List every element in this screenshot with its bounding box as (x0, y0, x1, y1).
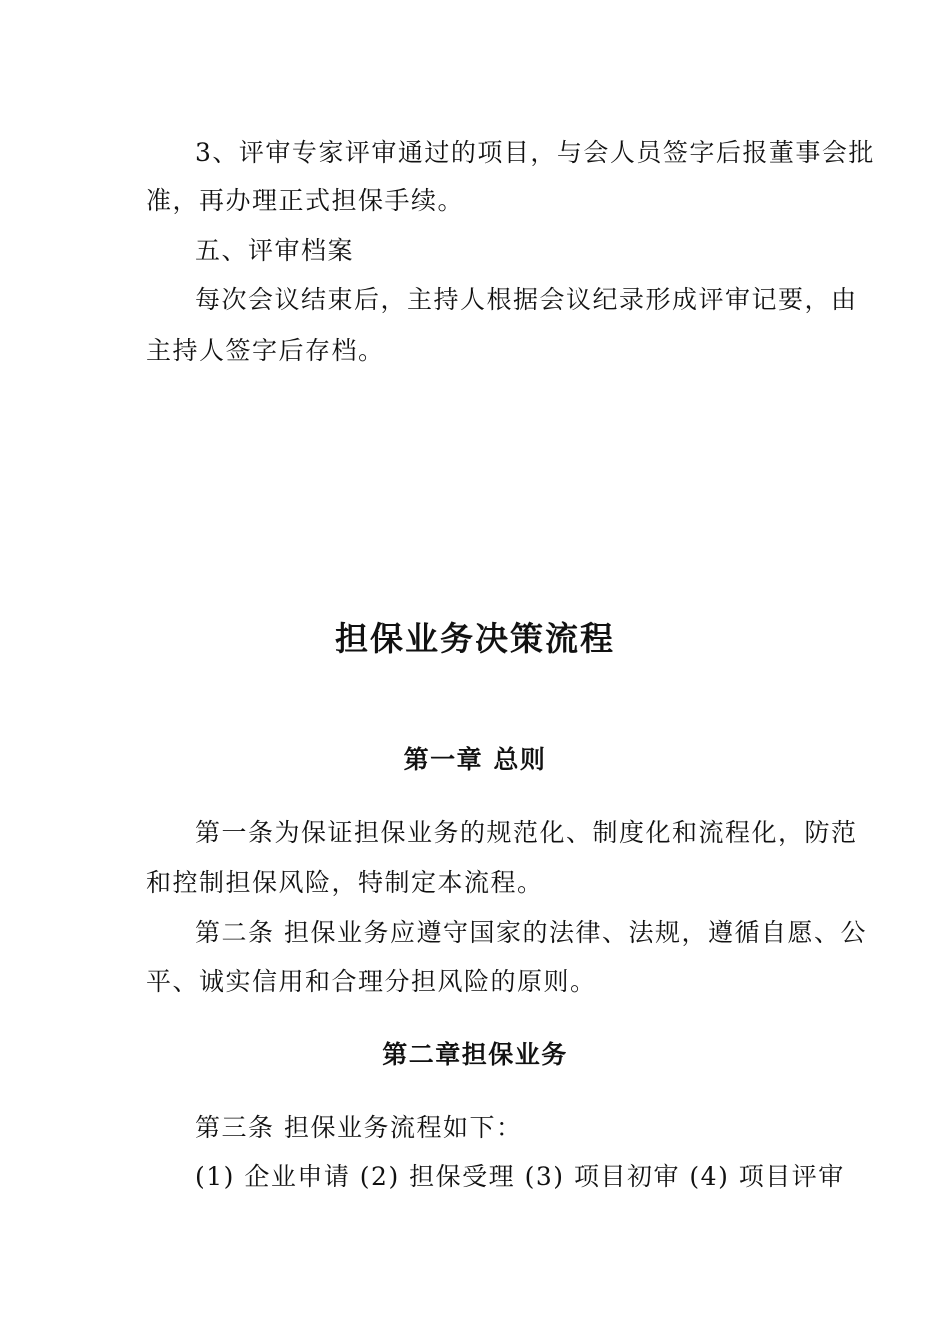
section-heading-review-archive: 五、评审档案 (195, 236, 355, 265)
chapter-1-heading: 第一章 总则 (403, 745, 547, 774)
article-1-line-2: 和控制担保风险，特制定本流程。 (146, 868, 544, 897)
paragraph-item-3-line-1: 3、评审专家评审通过的项目，与会人员签字后报董事会批 (195, 138, 875, 167)
article-1-line-1: 第一条为保证担保业务的规范化、制度化和流程化，防范 (195, 818, 858, 847)
process-steps-line: (1) 企业申请 (2) 担保受理 (3) 项目初审 (4) 项目评审 (195, 1162, 845, 1191)
article-2-line-2: 平、诚实信用和合理分担风险的原则。 (146, 967, 597, 996)
chapter-2-heading: 第二章担保业务 (382, 1040, 568, 1069)
document-title: 担保业务决策流程 (335, 619, 615, 658)
article-3-line: 第三条 担保业务流程如下： (195, 1113, 523, 1142)
archive-paragraph-line-1: 每次会议结束后，主持人根据会议纪录形成评审记要，由 (195, 285, 858, 314)
paragraph-item-3-line-2: 准，再办理正式担保手续。 (146, 186, 465, 215)
archive-paragraph-line-2: 主持人签字后存档。 (146, 336, 385, 365)
article-2-line-1: 第二条 担保业务应遵守国家的法律、法规，遵循自愿、公 (195, 918, 867, 947)
